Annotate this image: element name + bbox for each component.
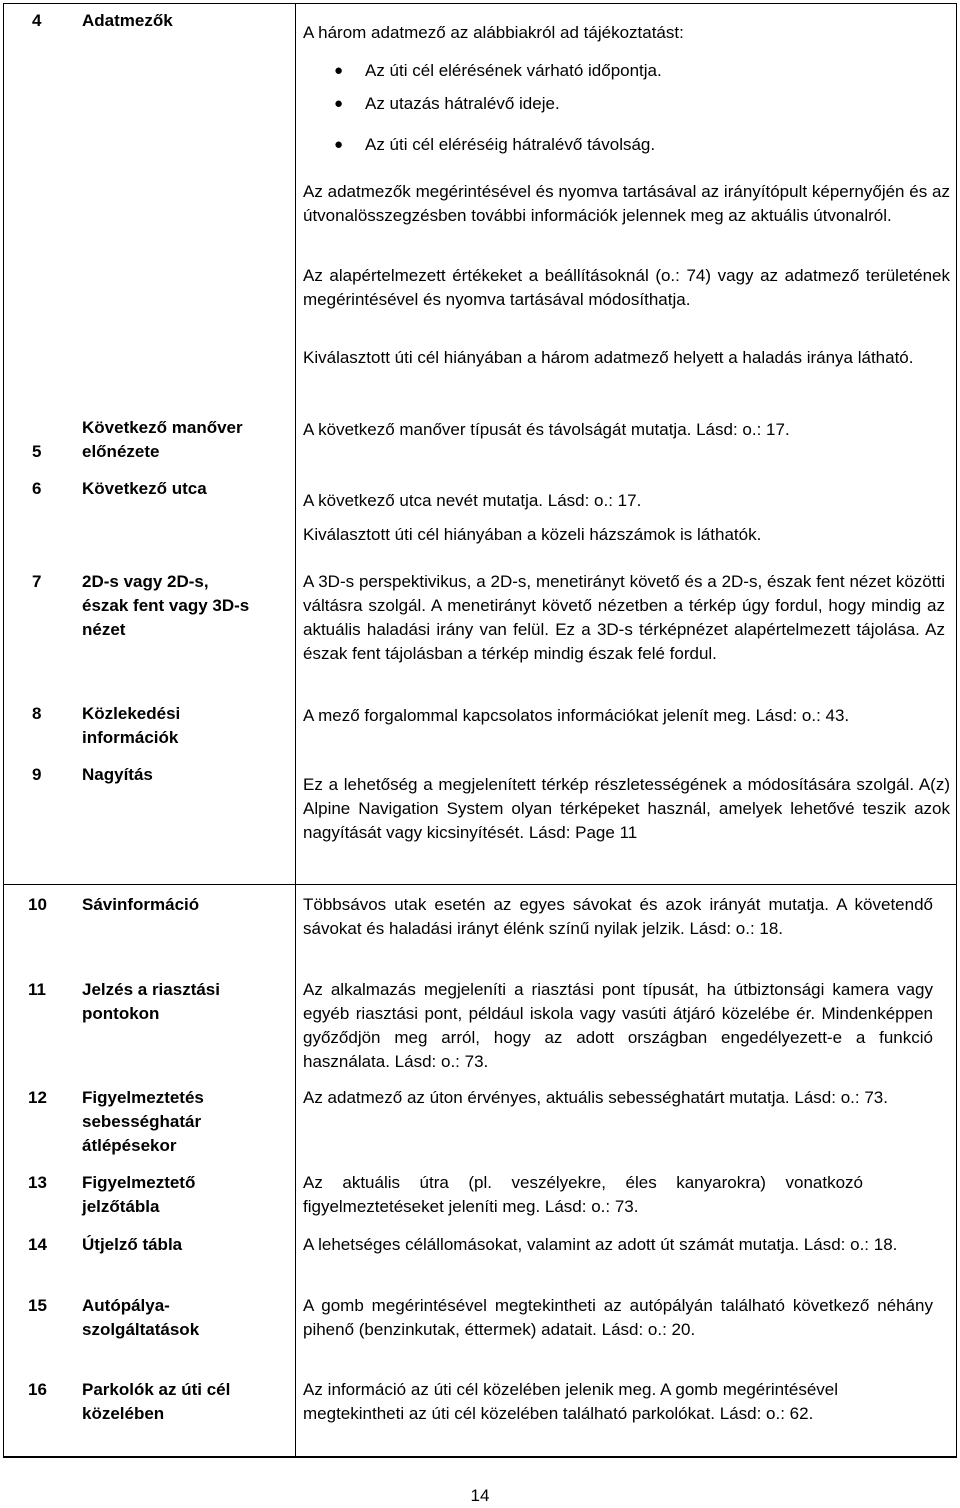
row-title: 2D-s vagy 2D-s,: [82, 572, 209, 591]
bullet-icon: ●: [334, 136, 344, 153]
row-number: 14: [28, 1235, 47, 1254]
row-description: A 3D-s perspektivikus, a 2D-s, menetirányt követő és a 2D-s, észak fent nézet közötti váltásra szolgál. A menetirányt követő nézetben a térkép úgy fordul, hogy mindig az aktuális haladási irány van felül. Ez a 3D-s térképnézet alapértelmezett tájolása. Az észak fent tájolásban a térkép mindig észak felé fordul.: [303, 572, 945, 663]
page-number: 14: [470, 1486, 490, 1505]
row-title: Figyelmeztetés: [82, 1088, 204, 1107]
row-title: Következő utca: [82, 479, 207, 498]
row-title: előnézete: [82, 442, 160, 461]
row-number: 5: [32, 442, 42, 461]
row-title: jelzőtábla: [82, 1197, 160, 1216]
table-bottom-border: [3, 1457, 957, 1458]
row-number: 15: [28, 1296, 47, 1315]
list-item: Az utazás hátralévő ideje.: [365, 94, 560, 113]
row-number: 8: [32, 704, 42, 723]
column-divider: [295, 3, 296, 1457]
row-title: nézet: [82, 620, 126, 639]
row-number: 16: [28, 1380, 47, 1399]
row-title: információk: [82, 728, 179, 747]
row-number: 4: [32, 11, 42, 30]
row-title: észak fent vagy 3D-s: [82, 596, 250, 615]
row-description: Az adatmező az úton érvényes, aktuális sebességhatárt mutatja. Lásd: o.: 73.: [303, 1088, 888, 1107]
row-title: pontokon: [82, 1004, 160, 1023]
row-description: A gomb megérintésével megtekintheti az autópályán található következő néhány pihenő (benzinkutak, éttermek) adatait. Lásd: o.: 20.: [303, 1296, 933, 1339]
bullet-icon: ●: [334, 62, 344, 79]
row-intro: A három adatmező az alábbiakról ad tájékoztatást:: [303, 23, 684, 42]
row-title: Útjelző tábla: [82, 1235, 183, 1254]
row-description: Az információ az úti cél közelében jelenik meg. A gomb megérintésével megtekintheti az úti cél közelében található parkolókat. Lásd: o.: 62.: [303, 1380, 838, 1423]
bullet-icon: ●: [334, 95, 344, 112]
row-description: Többsávos utak esetén az egyes sávokat és azok irányát mutatja. A követendő sávokat és haladási irányt élénk színű nyilak jelzik. Lásd: o.: 18.: [303, 895, 933, 938]
row-title: Figyelmeztető: [82, 1173, 196, 1192]
row-description: Az alkalmazás megjeleníti a riasztási pont típusát, ha útbiztonsági kamera vagy egyéb riasztási pont, például iskola vagy vasúti átjáró közelébe ér. Mindenképpen győződjön meg arról, hogy az adott országban engedélyezett-e a funkció használata. Lásd: o.: 73.: [303, 980, 933, 1071]
row-title: Jelzés a riasztási: [82, 980, 220, 999]
list-item: Az úti cél eléréséig hátralévő távolság.: [365, 135, 656, 154]
row-number: 11: [28, 980, 46, 999]
list-item: Az úti cél elérésének várható időpontja.: [365, 61, 662, 80]
row-number: 12: [28, 1088, 47, 1107]
row-description: Az aktuális útra (pl. veszélyekre, éles kanyarokra) vonatkozó figyelmeztetéseket jeleníti meg. Lásd: o.: 73.: [303, 1173, 863, 1216]
row-description: A mező forgalommal kapcsolatos információkat jelenít meg. Lásd: o.: 43.: [303, 706, 850, 725]
row-title: közelében: [82, 1404, 165, 1423]
row-title: Autópálya-: [82, 1296, 170, 1315]
row-title: Parkolók az úti cél: [82, 1380, 231, 1399]
row-description: A lehetséges célállomásokat, valamint az adott út számát mutatja. Lásd: o.: 18.: [303, 1235, 898, 1254]
row-description: A következő manőver típusát és távolságát mutatja. Lásd: o.: 17.: [303, 420, 790, 439]
row-title: Nagyítás: [82, 765, 153, 784]
row-title: átlépésekor: [82, 1136, 177, 1155]
row-description: A következő utca nevét mutatja. Lásd: o.: 17.: [303, 491, 642, 510]
row-title: szolgáltatások: [82, 1320, 200, 1339]
row-paragraph: Kiválasztott úti cél hiányában a három adatmező helyett a haladás iránya látható.: [303, 348, 914, 367]
row-number: 10: [28, 895, 47, 914]
row-description: Ez a lehetőség a megjelenített térkép részletességének a módosítására szolgál. A(z) Alpine Navigation System olyan térképeket használ, amelyek lehetővé teszik azok nagyítását vagy kicsinyítését. Lásd: Page 11: [303, 775, 950, 842]
row-paragraph: Az adatmezők megérintésével és nyomva tartásával az irányítópult képernyőjén és az útvonalösszegzésben további információk jelennek meg az aktuális útvonalról.: [303, 182, 950, 225]
row-title: Sávinformáció: [82, 895, 200, 914]
row-number: 7: [32, 572, 42, 591]
row-number: 9: [32, 765, 42, 784]
row-title: Közlekedési: [82, 704, 181, 723]
row-number: 13: [28, 1173, 47, 1192]
row-divider: [3, 884, 957, 885]
row-title: sebességhatár: [82, 1112, 202, 1131]
row-number: 6: [32, 479, 42, 498]
row-title: Következő manőver: [82, 418, 243, 437]
row-title: Adatmezők: [82, 11, 173, 30]
row-paragraph: Az alapértelmezett értékeket a beállításoknál (o.: 74) vagy az adatmező területének megérintésével és nyomva tartásával módosíthatja.: [303, 266, 950, 309]
row-description: Kiválasztott úti cél hiányában a közeli házszámok is láthatók.: [303, 525, 762, 544]
